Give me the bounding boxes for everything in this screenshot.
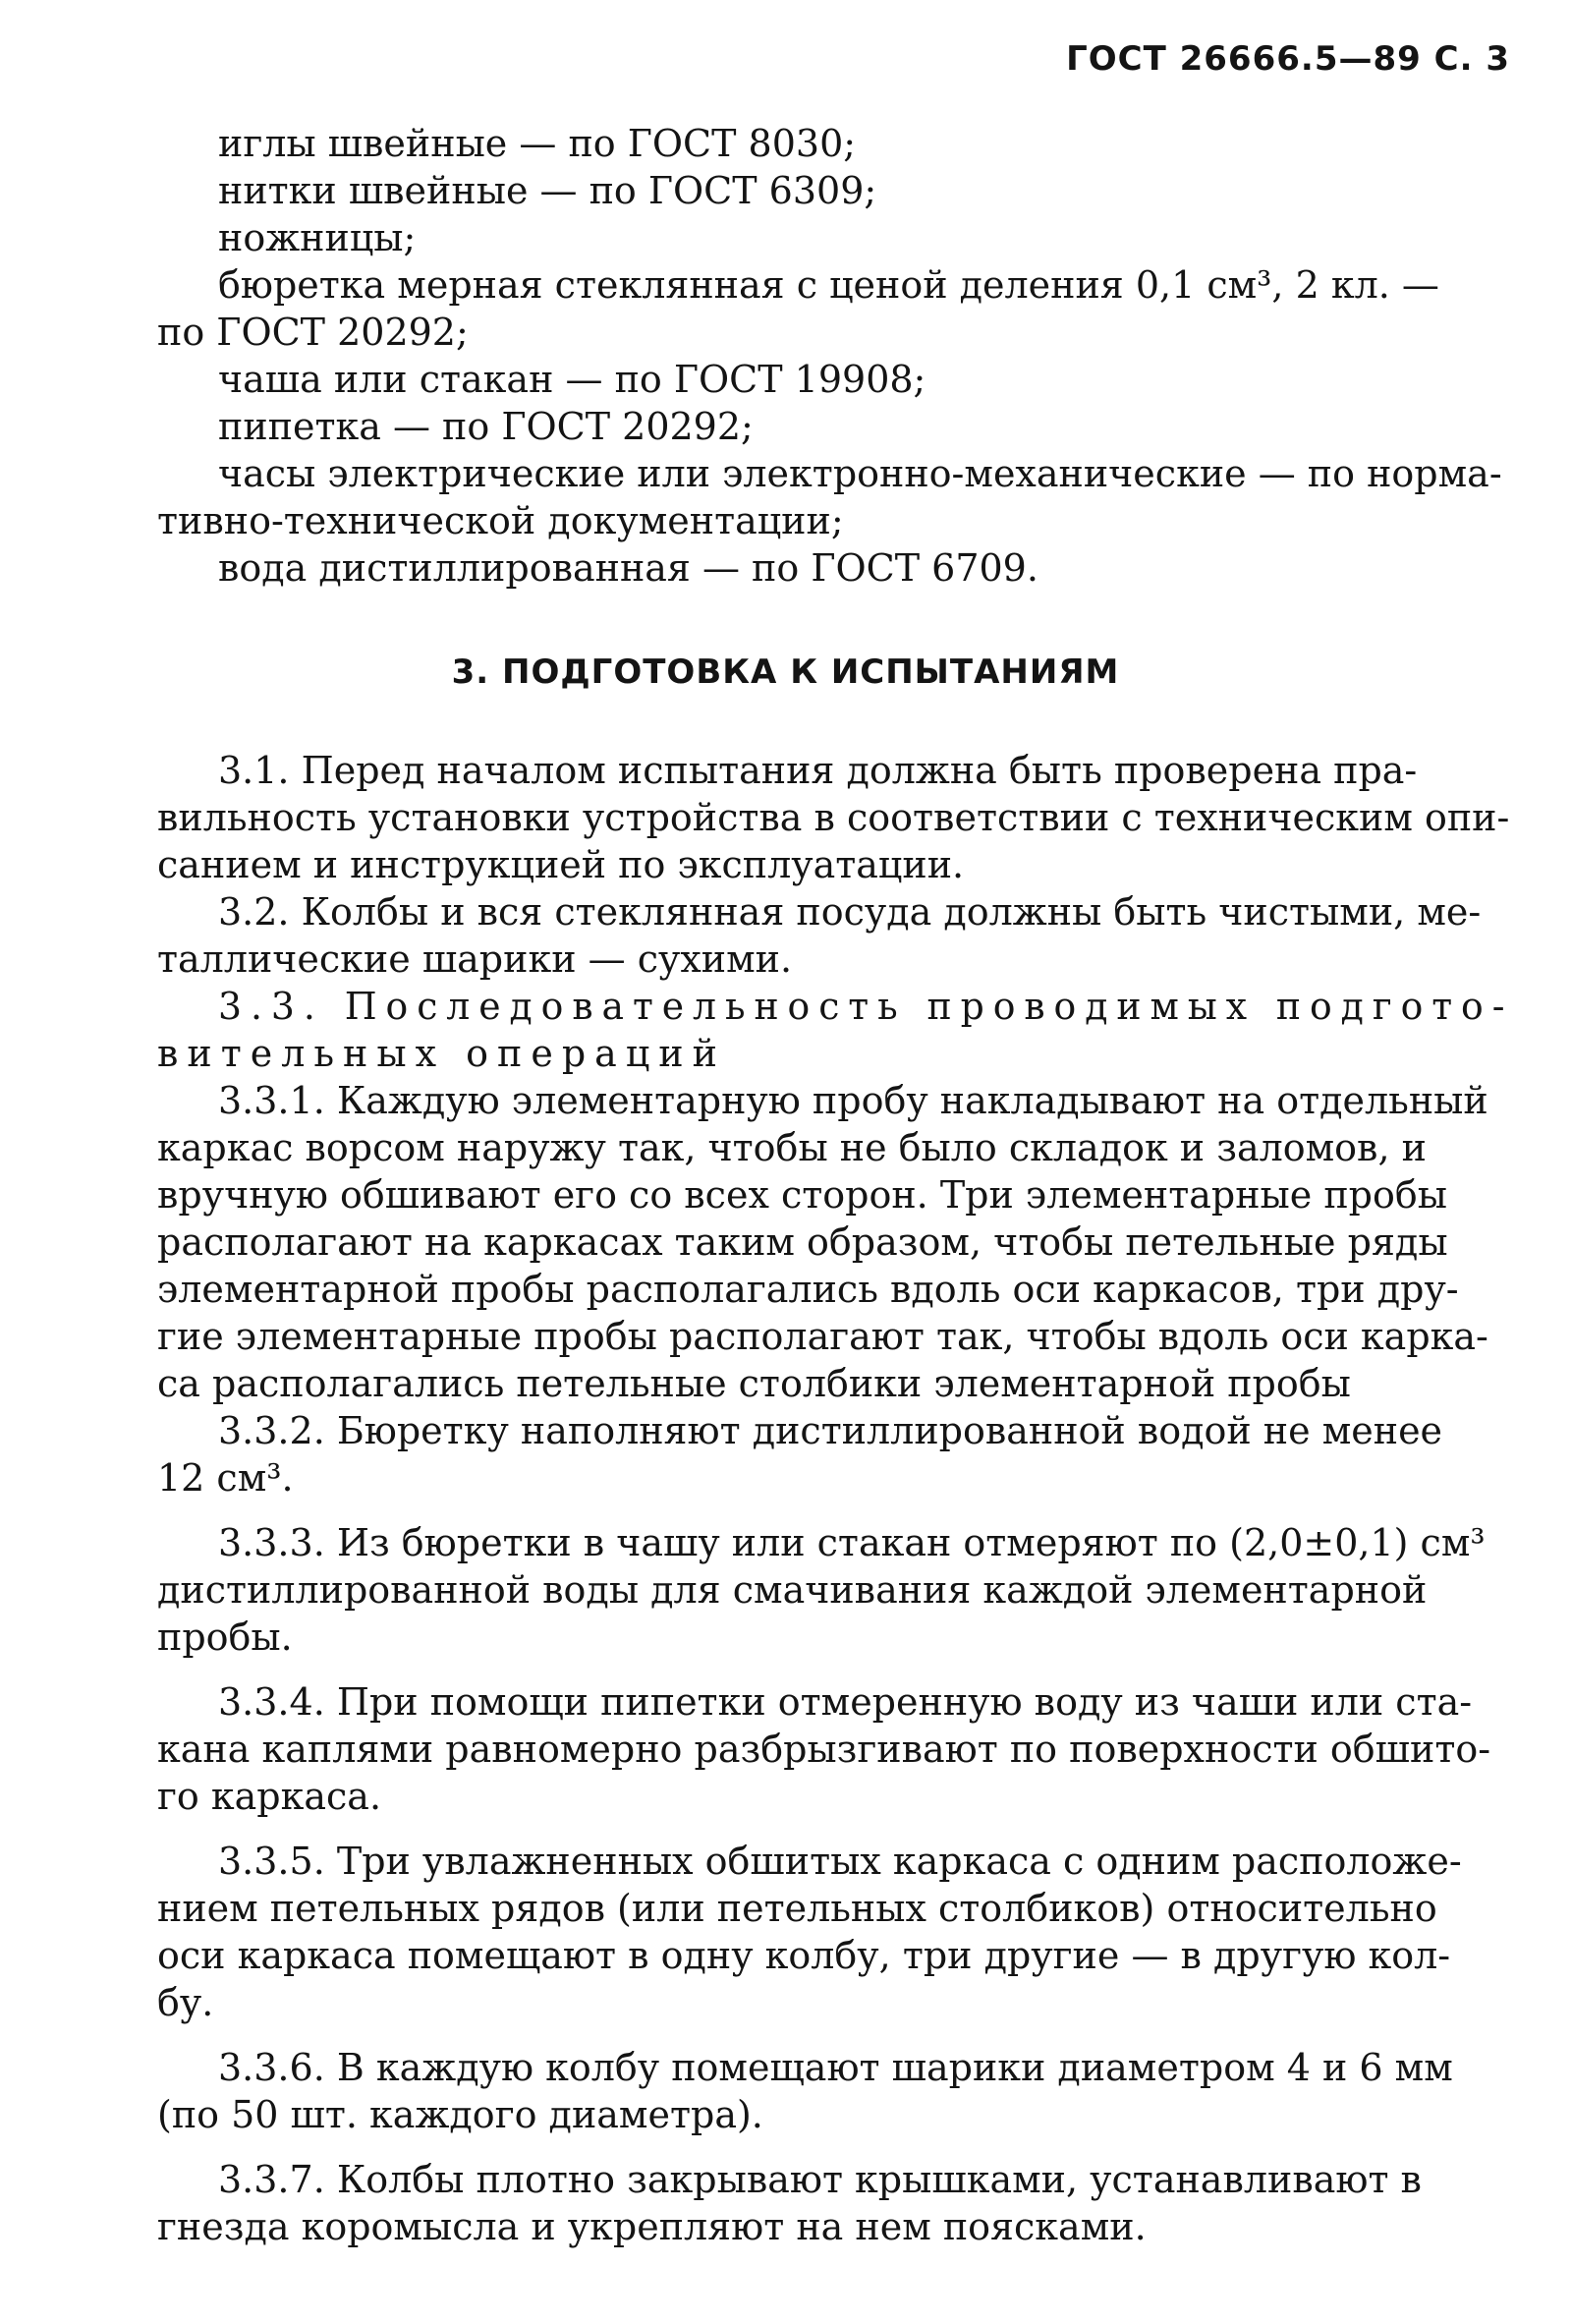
paragraph-line: гие элементарные пробы располагают так, чтобы вдоль оси карка- <box>157 1315 1488 1358</box>
paragraph-line: дистиллированной воды для смачивания каждой элементарной <box>157 1568 1428 1612</box>
paragraph-line: кана каплями равномерно разбрызгивают по поверхности обшито- <box>157 1728 1491 1771</box>
paragraph-line: каркас ворсом наружу так, чтобы не было складок и заломов, и <box>157 1126 1427 1169</box>
equipment-item: ножницы; <box>218 216 417 259</box>
paragraph-line: 3.3.7. Колбы плотно закрывают крышками, устанавливают в <box>218 2158 1422 2201</box>
paragraph-line: бу. <box>157 1981 214 2024</box>
running-header: ГОСТ 26666.5—89 С. 3 <box>1066 39 1510 79</box>
paragraph-line: гнезда коромысла и укрепляют на нем поясками. <box>157 2205 1147 2248</box>
paragraph-line: 3.1. Перед началом испытания должна быть проверена пра- <box>218 749 1418 792</box>
subsection-title: 3.3. Последовательность проводимых подгото- <box>218 985 1514 1028</box>
equipment-item: тивно-технической документации; <box>157 499 844 542</box>
section-heading: 3. ПОДГОТОВКА К ИСПЫТАНИЯМ <box>451 652 1120 692</box>
paragraph-line: нием петельных рядов (или петельных столбиков) относительно <box>157 1887 1437 1930</box>
paragraph-line: располагают на каркасах таким образом, чтобы петельные ряды <box>157 1220 1448 1264</box>
paragraph-line: элементарной пробы располагались вдоль оси каркасов, три дру- <box>157 1268 1459 1311</box>
equipment-item: бюретка мерная стеклянная с ценой деления 0,1 см³, 2 кл. — <box>218 263 1439 307</box>
equipment-item: нитки швейные — по ГОСТ 6309; <box>218 169 877 212</box>
paragraph-line: вильность установки устройства в соответствии с техническим опи- <box>157 796 1510 839</box>
paragraph-line: са располагались петельные столбики элементарной пробы <box>157 1362 1351 1405</box>
paragraph-line: 3.3.6. В каждую колбу помещают шарики диаметром 4 и 6 мм <box>218 2046 1453 2089</box>
paragraph-line: 3.2. Колбы и вся стеклянная посуда должны быть чистыми, ме- <box>218 890 1482 934</box>
paragraph-line: 3.3.1. Каждую элементарную пробу накладывают на отдельный <box>218 1079 1488 1122</box>
paragraph-line: санием и инструкцией по эксплуатации. <box>157 843 965 886</box>
paragraph-line: пробы. <box>157 1615 293 1659</box>
equipment-item: часы электрические или электронно-механические — по норма- <box>218 452 1502 495</box>
equipment-item: пипетка — по ГОСТ 20292; <box>218 405 754 448</box>
equipment-item: по ГОСТ 20292; <box>157 311 469 354</box>
paragraph-line: го каркаса. <box>157 1775 382 1818</box>
paragraph-line: оси каркаса помещают в одну колбу, три другие — в другую кол- <box>157 1934 1451 1977</box>
subsection-title: вительных операций <box>157 1032 726 1075</box>
equipment-item: иглы швейные — по ГОСТ 8030; <box>218 122 857 165</box>
equipment-item: чаша или стакан — по ГОСТ 19908; <box>218 358 926 401</box>
paragraph-line: таллические шарики — сухими. <box>157 937 793 981</box>
paragraph-line: 3.3.3. Из бюретки в чашу или стакан отмеряют по (2,0±0,1) см³ <box>218 1521 1486 1564</box>
paragraph-line: вручную обшивают его со всех сторон. Три элементарные пробы <box>157 1173 1447 1217</box>
paragraph-line: 3.3.5. Три увлажненных обшитых каркаса с одним расположе- <box>218 1840 1462 1883</box>
paragraph-line: 3.3.2. Бюретку наполняют дистиллированной водой не менее <box>218 1409 1443 1452</box>
paragraph-line: 12 см³. <box>157 1456 294 1500</box>
equipment-item: вода дистиллированная — по ГОСТ 6709. <box>218 546 1038 590</box>
paragraph-line: (по 50 шт. каждого диаметра). <box>157 2093 763 2136</box>
paragraph-line: 3.3.4. При помощи пипетки отмеренную воду из чаши или ста- <box>218 1680 1473 1724</box>
